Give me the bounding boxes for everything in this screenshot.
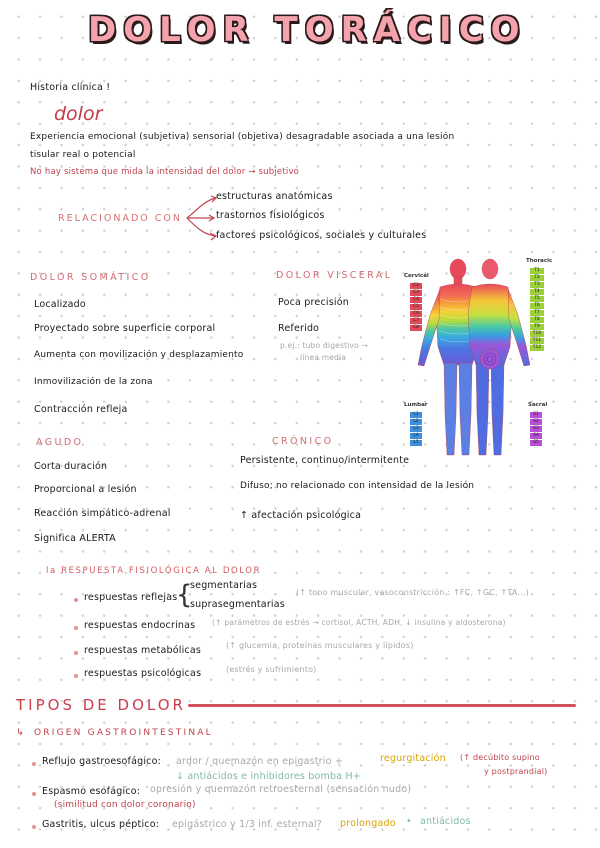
- bullet: [32, 792, 36, 796]
- dermatome-code-chip: S1: [530, 412, 542, 418]
- agudo-item: Significa ALERTA: [34, 533, 116, 544]
- origen-header: ORIGEN GASTROINTESTINAL: [34, 728, 213, 738]
- visceral-note-2: línea media: [300, 353, 347, 362]
- page-title: DOLOR TORÁCICO: [88, 10, 527, 50]
- gastritis-dot: •: [406, 816, 412, 827]
- dermatome-code-chip: L1: [410, 412, 422, 418]
- espasmo-desc: opresión y quemazón retroesternal (sensación nudo): [150, 784, 412, 795]
- reflujo-regurgitacion: regurgitación: [380, 753, 446, 764]
- dermatome-code-chip: L4: [410, 433, 422, 439]
- bullet: [32, 762, 36, 766]
- bullet: [74, 674, 78, 678]
- gastritis-antiacidos: antiácidos: [420, 816, 471, 827]
- dermatome-code-chip: T5: [530, 296, 544, 302]
- somatico-item: Inmovilización de la zona: [34, 377, 153, 387]
- reflejas-label: respuestas reflejas: [84, 592, 178, 603]
- reflujo-paren-2: y postprandial): [484, 767, 548, 776]
- cronico-item: ↑ afectación psicológica: [240, 510, 362, 521]
- tipos-header: TIPOS DE DOLOR: [16, 696, 186, 714]
- dermatome-code-chip: S2: [530, 419, 542, 425]
- agudo-item: Reacción simpático-adrenal: [34, 508, 171, 519]
- dermatome-code-chip: C7: [410, 318, 422, 324]
- dermatome-code-chip: T1: [530, 268, 544, 274]
- somatico-item: Localizado: [34, 299, 86, 310]
- dermatome-code-chip: S3: [530, 426, 542, 432]
- bullet: [74, 626, 78, 630]
- dermatome-code-chip: C2: [410, 283, 422, 289]
- definition-line-1: Experiencia emocional (subjetiva) sensorial (objetiva) desagradable asociada a una lesión: [30, 132, 455, 142]
- visceral-item: Poca precisión: [278, 297, 349, 308]
- lumbar-label: Lumbar: [404, 402, 428, 408]
- somatico-item: Proyectado sobre superficie corporal: [34, 323, 216, 334]
- dermatome-code-chip: T4: [530, 289, 544, 295]
- dermatome-code-chip: S4: [530, 433, 542, 439]
- segmentarias-label: segmentarias: [190, 580, 258, 591]
- reflejas-note: (↑ tono muscular, vasoconstricción : ↑FC, ↑GC, ↑TA...): [296, 588, 529, 597]
- metabolicas-label: respuestas metabólicas: [84, 645, 202, 656]
- endocrinas-label: respuestas endocrinas: [84, 620, 196, 631]
- somatico-item: Aumenta con movilización y desplazamiento: [34, 350, 244, 360]
- respuesta-header: la RESPUESTA FISIOLÓGICA AL DOLOR: [46, 566, 262, 576]
- sacral-label: Sacral: [528, 402, 548, 408]
- dermatome-code-chip: C4: [410, 297, 422, 303]
- dermatome-code-chip: T10: [530, 331, 544, 337]
- dermatome-code-chip: T7: [530, 310, 544, 316]
- dermatome-code-chip: C5: [410, 304, 422, 310]
- definition-line-2: tisular real o potencial: [30, 150, 136, 160]
- dermatome-code-chip: T3: [530, 282, 544, 288]
- dermatome-code-chip: L2: [410, 419, 422, 425]
- endocrinas-note: (↑ parámetros de estrés → cortisol, ACTH, ADH, ↓ insulina y aldosterona): [212, 618, 506, 627]
- relacionado-item-2: trastornos fisiológicos: [216, 210, 325, 221]
- dermatome-code-chip: L3: [410, 426, 422, 432]
- reflujo-paren-1: (↑ decúbito supino: [460, 753, 540, 762]
- psicologicas-label: respuestas psicológicas: [84, 668, 202, 679]
- bullet: [74, 598, 78, 602]
- metabolicas-note: (↑ glucemia, proteínas musculares y lípidos): [226, 641, 414, 650]
- dermatome-code-chip: C8: [410, 325, 422, 331]
- cronico-header: CRÓNICO: [272, 436, 334, 447]
- dermatome-code-chip: L5: [410, 440, 422, 446]
- visceral-item: Referido: [278, 323, 320, 334]
- dermatome-code-chip: C3: [410, 290, 422, 296]
- dermatome-code-chip: T2: [530, 275, 544, 281]
- gastritis-prolongado: prolongado: [340, 818, 396, 829]
- reflujo-desc: ardor / quemazón en epigastrio +: [176, 756, 344, 767]
- reflujo-label: Reflujo gastroesofágico:: [42, 756, 162, 767]
- somatico-header: DOLOR SOMÁTICO: [30, 272, 151, 283]
- somatico-item: Contracción refleja: [34, 404, 128, 415]
- espasmo-label: Espasmo esofágico:: [42, 786, 141, 797]
- relacionado-item-1: estructuras anatómicas: [216, 191, 333, 202]
- brace: {: [176, 580, 193, 610]
- relacionado-label: RELACIONADO CON: [58, 213, 182, 224]
- relacionado-item-3: factores psicológicos, sociales y culturales: [216, 230, 427, 241]
- thoracic-label: Thoracic: [526, 258, 553, 264]
- dermatome-code-chip: T9: [530, 324, 544, 330]
- cervical-label: Cervical: [404, 273, 429, 279]
- agudo-item: Proporcional a lesión: [34, 484, 137, 495]
- bullet: [74, 651, 78, 655]
- bullet: [32, 825, 36, 829]
- dermatome-code-chip: T11: [530, 338, 544, 344]
- dolor-word: dolor: [54, 103, 103, 125]
- visceral-note-1: p.ej.: tubo digestivo →: [280, 341, 369, 350]
- dermatome-code-chip: T12: [530, 345, 544, 351]
- back-body: [468, 259, 530, 455]
- espasmo-line-2: (similitud con dolor coronario): [54, 800, 196, 810]
- historia-clinica-label: Historia clínica !: [30, 82, 111, 93]
- dermatome-code-chip: T6: [530, 303, 544, 309]
- suprasegmentarias-label: suprasegmentarias: [190, 599, 285, 610]
- gastritis-label: Gastritis, ulcus péptico:: [42, 819, 160, 830]
- visceral-header: DOLOR VISCERAL: [276, 270, 393, 281]
- arrow-up: [187, 198, 215, 218]
- gastritis-desc: epigástrico y 1/3 inf. esternal?: [172, 819, 322, 830]
- cronico-item: Persistente, continuo/intermitente: [240, 455, 410, 466]
- agudo-header: AGUDO: [36, 437, 84, 448]
- origen-arrow: ↳: [16, 727, 25, 738]
- reflujo-line-2: ↓ antiácidos e inhibidores bomba H+: [176, 771, 361, 782]
- dermatome-code-chip: C6: [410, 311, 422, 317]
- subjective-note: No hay sistema que mida la intensidad del dolor → subjetivo: [30, 167, 300, 177]
- tipos-underline: [188, 704, 576, 707]
- psicologicas-note: (estrés y sufrimiento): [226, 665, 317, 674]
- dermatome-code-chip: S5: [530, 440, 542, 446]
- cronico-item: Difuso; no relacionado con intensidad de la lesión: [240, 481, 475, 491]
- agudo-item: Corta duración: [34, 461, 108, 472]
- dermatome-code-chip: T8: [530, 317, 544, 323]
